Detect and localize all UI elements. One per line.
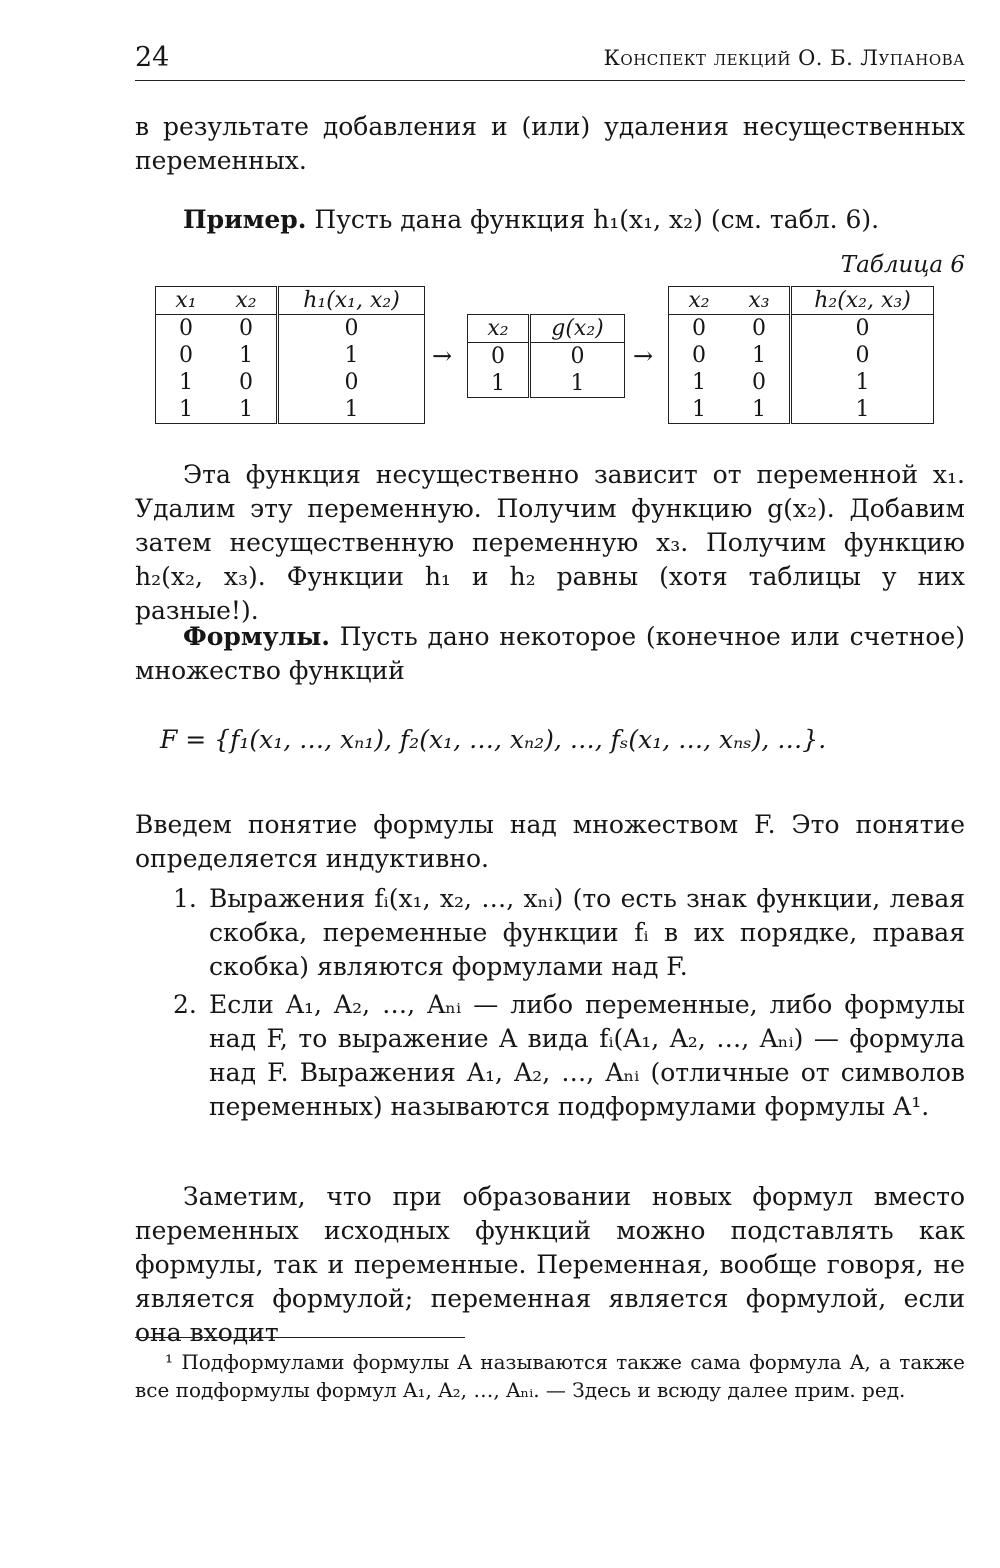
table-cell: 1 xyxy=(752,343,766,368)
formulas-paragraph xyxy=(135,620,965,688)
table-header-cell: x₂ xyxy=(669,287,730,315)
display-formula: F = {f₁(x₁, …, xₙ₁), f₂(x₁, …, xₙ₂), …, fₛ(x₁, …, xₙₛ), …}. xyxy=(160,725,827,754)
table-cell: 1 xyxy=(179,397,193,422)
table-cell: 1 xyxy=(278,396,425,424)
list-item-number: 2. xyxy=(173,990,197,1019)
list-item-text: Выражения fᵢ(x₁, x₂, …, xₙᵢ) (то есть знак функции, левая скобка, переменные функции fᵢ в их порядке, правая скобка) являются формулами над F. xyxy=(209,884,965,981)
example-text: Пусть дана функция h₁(x₁, x₂) (см. табл. 6). xyxy=(314,205,880,234)
page-number: 24 xyxy=(135,42,170,73)
table-row xyxy=(669,369,934,396)
table-cell: 0 xyxy=(692,343,706,368)
table-cell: 1 xyxy=(491,371,505,396)
table-cell: 0 xyxy=(239,370,253,395)
running-title: Конспект лекций О. Б. Лупанова xyxy=(603,46,965,70)
intro-paragraph: в результате добавления и (или) удаления несущественных переменных. xyxy=(135,112,965,175)
table-header-cell: x₃ xyxy=(729,287,791,315)
table-row xyxy=(468,343,625,371)
table-h1 xyxy=(155,286,425,424)
table-cell: 0 xyxy=(752,316,766,341)
table-cell: 0 xyxy=(752,370,766,395)
table-cell: 1 xyxy=(791,369,934,396)
table-cell: 0 xyxy=(278,369,425,396)
table-cell: 1 xyxy=(791,396,934,424)
formulas-text: Пусть дано некоторое (конечное или счетное) множество функций xyxy=(135,622,965,685)
table-header-cell: x₁ xyxy=(156,287,217,315)
definition-intro: Введем понятие формулы над множеством F. Это понятие определяется индуктивно. xyxy=(135,810,965,873)
table-header-cell: g(x₂) xyxy=(530,315,625,343)
footnote-rule xyxy=(135,1337,465,1338)
table-cell: 1 xyxy=(692,370,706,395)
right-arrow-icon: → xyxy=(633,342,654,370)
table-row xyxy=(156,396,425,424)
closing-paragraph: Заметим, что при образовании новых формул вместо переменных исходных функций можно подставлять как формулы, так и переменные. Переменная, вообще говоря, не является формулой; переменная является формулой, если она входит xyxy=(135,1182,965,1347)
table-cell: 0 xyxy=(278,315,425,343)
table-cell: 0 xyxy=(791,342,934,369)
right-arrow-icon: → xyxy=(432,342,453,370)
footnote: ¹ Подформулами формулы A называются также сама формула A, а также все подформулы формул A₁, A₂, …, Aₙᵢ. — Здесь и всюду далее прим. ред. xyxy=(135,1350,965,1402)
list-item-number: 1. xyxy=(173,884,197,913)
table-cell: 0 xyxy=(692,316,706,341)
table-caption: Таблица 6 xyxy=(840,252,965,278)
table-cell: 1 xyxy=(239,397,253,422)
formulas-heading: Формулы. xyxy=(183,622,330,651)
explanation-paragraph: Эта функция несущественно зависит от переменной x₁. Удалим эту переменную. Получим функцию g(x₂). Добавим затем несущественную переменную x₃. Получим функцию h₂(x₂, x₃). Функции h₁ и h₂ равны (хотя таблицы у них разные!). xyxy=(135,460,965,625)
definition-list xyxy=(135,882,965,1128)
table-cell: 1 xyxy=(278,342,425,369)
table-cell: 1 xyxy=(752,397,766,422)
table-cell: 1 xyxy=(692,397,706,422)
table-row xyxy=(156,369,425,396)
table-cell: 0 xyxy=(239,316,253,341)
list-item xyxy=(135,882,965,984)
table-cell: 0 xyxy=(491,344,505,369)
table-row xyxy=(156,315,425,343)
table-cell: 0 xyxy=(179,343,193,368)
table-header-cell: x₂ xyxy=(216,287,278,315)
table-h2 xyxy=(668,286,934,424)
table-row xyxy=(669,342,934,369)
table-cell: 0 xyxy=(530,343,625,371)
table-cell: 1 xyxy=(239,343,253,368)
table-cell: 0 xyxy=(791,315,934,343)
example-heading: Пример. xyxy=(183,205,307,234)
table-cell: 1 xyxy=(179,370,193,395)
header-rule xyxy=(135,80,965,81)
table-row xyxy=(468,370,625,398)
table-row xyxy=(669,315,934,343)
table-header-cell: h₂(x₂, x₃) xyxy=(791,287,934,315)
example-paragraph xyxy=(135,203,965,237)
table-cell: 1 xyxy=(530,370,625,398)
table-g xyxy=(467,314,625,398)
list-item xyxy=(135,988,965,1124)
table-header-cell: x₂ xyxy=(468,315,530,343)
table-cell: 0 xyxy=(179,316,193,341)
table-row xyxy=(669,396,934,424)
running-head xyxy=(135,42,965,78)
table-header-cell: h₁(x₁, x₂) xyxy=(278,287,425,315)
list-item-text: Если A₁, A₂, …, Aₙᵢ — либо переменные, либо формулы над F, то выражение A вида fᵢ(A₁, A₂, …, Aₙᵢ) — формула над F. Выражения A₁, A₂, …, Aₙᵢ (отличные от символов переменных) называются подформулами формулы A¹. xyxy=(209,990,965,1121)
table-row xyxy=(156,342,425,369)
